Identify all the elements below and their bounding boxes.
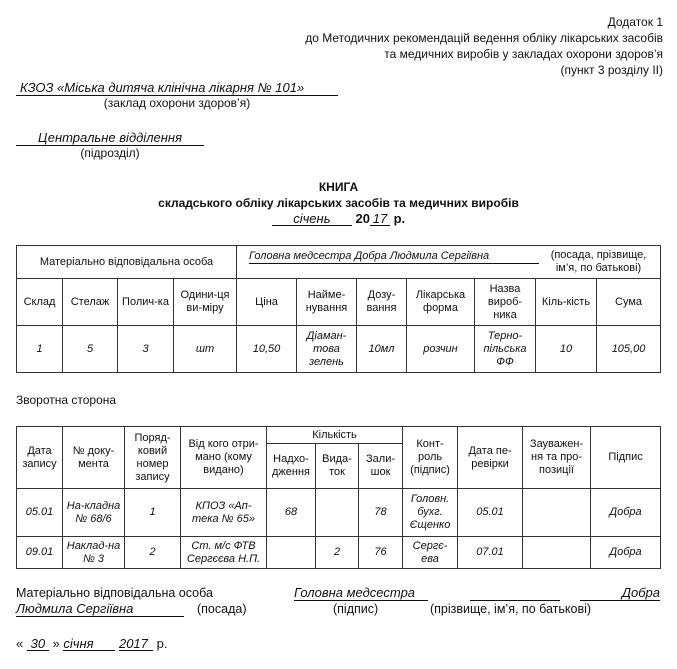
header-cell: Сума xyxy=(597,279,661,326)
responsible-note: (посада, прізвище, ім’я, по батькові) xyxy=(550,249,647,274)
header-order: Поряд-ковий номер запису xyxy=(125,427,181,489)
table-cell: розчин xyxy=(407,326,475,373)
department-name: Центральне відділення xyxy=(16,130,204,146)
header-cell: Лікарська форма xyxy=(407,279,475,326)
cell-doc: Наклад-на № 3 xyxy=(63,537,125,569)
header-cell: Назва вироб-ника xyxy=(475,279,536,326)
department-label: (підрозділ) xyxy=(80,146,140,160)
appendix-line-1: Додаток 1 xyxy=(607,15,663,29)
footer-name-rest: Людмила Сергіївна xyxy=(16,602,184,617)
header-check-date: Дата пе-ревірки xyxy=(458,427,523,489)
table-cell: 10мл xyxy=(357,326,407,373)
header-cell: Стелаж xyxy=(63,279,118,326)
cell-sign: Добра xyxy=(591,537,661,569)
cell-control: Сергє-ева xyxy=(403,537,458,569)
cell-order: 1 xyxy=(125,489,181,537)
table-cell: Терно-пільська ФФ xyxy=(475,326,536,373)
header-from: Від кого отри-мано (кому видано) xyxy=(181,427,267,489)
footer-resp-label: Матеріально відповідальна особа xyxy=(16,586,213,600)
book-month: січень xyxy=(272,212,352,226)
table-cell: 3 xyxy=(118,326,174,373)
date-year: 2017 xyxy=(119,637,153,651)
header-cell: Ціна xyxy=(237,279,297,326)
footer-signature-label: (підпис) xyxy=(333,602,379,616)
date-open-quote: « xyxy=(16,636,24,651)
date-close-quote: » xyxy=(52,636,60,651)
header-quantity: Кількість xyxy=(267,427,403,444)
cell-out xyxy=(316,489,359,537)
table-cell: шт xyxy=(174,326,237,373)
table-cell: 10,50 xyxy=(237,326,297,373)
table-cell: 1 xyxy=(17,326,63,373)
institution-label: (заклад охорони здоров’я) xyxy=(103,96,251,110)
table-cell: 105,00 xyxy=(597,326,661,373)
book-subtitle: складського обліку лікарських засобів та медичних виробів xyxy=(158,196,519,210)
reverse-side-label: Зворотна сторона xyxy=(16,393,117,407)
table-cell: 5 xyxy=(63,326,118,373)
cell-in xyxy=(267,537,316,569)
cell-from: Ст. м/с ФТВ Сергєєва Н.П. xyxy=(181,537,267,569)
responsible-row xyxy=(17,246,661,279)
header-cell: Дозу-вання xyxy=(357,279,407,326)
cell-doc: На-кладна № 68/6 xyxy=(63,489,125,537)
date-month: січня xyxy=(63,637,115,651)
header-cell: Найме-нування xyxy=(297,279,357,326)
book-title: КНИГА xyxy=(318,180,359,194)
header-out: Вида-ток xyxy=(316,444,359,489)
cell-date: 09.01 xyxy=(17,537,63,569)
book-year-prefix: 20 xyxy=(355,211,370,226)
cell-in: 68 xyxy=(267,489,316,537)
book-year-unit: р. xyxy=(393,211,406,226)
header-cell: Одини-ця ви-міру xyxy=(174,279,237,326)
book-year-suffix: 17 xyxy=(370,212,390,226)
date-day: 30 xyxy=(27,637,49,651)
footer-date xyxy=(16,636,167,651)
appendix-header xyxy=(305,14,663,78)
responsible-label: Матеріально відповідальна особа xyxy=(17,246,237,279)
header-doc: № доку-мента xyxy=(63,427,125,489)
table-row xyxy=(17,537,661,569)
responsible-value: Головна медсестра Добра Людмила Сергіївна xyxy=(249,249,539,264)
header-date: Дата запису xyxy=(17,427,63,489)
footer-name-label: (прізвище, ім’я, по батькові) xyxy=(430,602,592,616)
appendix-line-4: (пункт 3 розділу ІІ) xyxy=(560,63,663,77)
cell-remarks xyxy=(523,489,591,537)
cell-from: КПОЗ «Ап-тека № 65» xyxy=(181,489,267,537)
header-cell: Полич-ка xyxy=(118,279,174,326)
cell-remarks xyxy=(523,537,591,569)
responsible-cell xyxy=(237,246,661,279)
department-block xyxy=(16,130,204,161)
cell-order: 2 xyxy=(125,537,181,569)
appendix-line-2: до Методичних рекомендацій ведення обліку лікарських засобів xyxy=(305,31,663,45)
table-cell: 10 xyxy=(536,326,597,373)
footer-position-label: (посада) xyxy=(197,602,247,616)
cell-out: 2 xyxy=(316,537,359,569)
table-cell: Діаман-това зелень xyxy=(297,326,357,373)
header-in: Надхо-дження xyxy=(267,444,316,489)
institution-block xyxy=(16,80,338,111)
table-row xyxy=(17,489,661,537)
date-unit: р. xyxy=(156,636,168,651)
stock-card-table xyxy=(16,245,661,373)
cell-check: 05.01 xyxy=(458,489,523,537)
header-rest: Зали-шок xyxy=(359,444,403,489)
footer-signature-line xyxy=(470,600,560,601)
header-cell: Склад xyxy=(17,279,63,326)
cell-rest: 76 xyxy=(359,537,403,569)
ledger-table xyxy=(16,426,661,569)
table2-header-row-1 xyxy=(17,427,661,444)
header-signature: Підпис xyxy=(591,427,661,489)
appendix-line-3: та медичних виробів у закладах охорони здоров’я xyxy=(384,47,663,61)
footer-name-last: Добра xyxy=(580,586,660,601)
header-remarks: Зауважен-ня та про-позиції xyxy=(523,427,591,489)
footer-position-value: Головна медсестра xyxy=(294,586,428,601)
cell-rest: 78 xyxy=(359,489,403,537)
cell-control: Головн. бухг. Єщенко xyxy=(403,489,458,537)
table1-header-row xyxy=(17,279,661,326)
header-cell: Кіль-кість xyxy=(536,279,597,326)
institution-name: КЗОЗ «Міська дитяча клінічна лікарня № 101» xyxy=(16,80,338,96)
table-row xyxy=(17,326,661,373)
book-period xyxy=(0,211,677,226)
cell-date: 05.01 xyxy=(17,489,63,537)
header-control: Конт-роль (підпис) xyxy=(403,427,458,489)
cell-check: 07.01 xyxy=(458,537,523,569)
cell-sign: Добра xyxy=(591,489,661,537)
